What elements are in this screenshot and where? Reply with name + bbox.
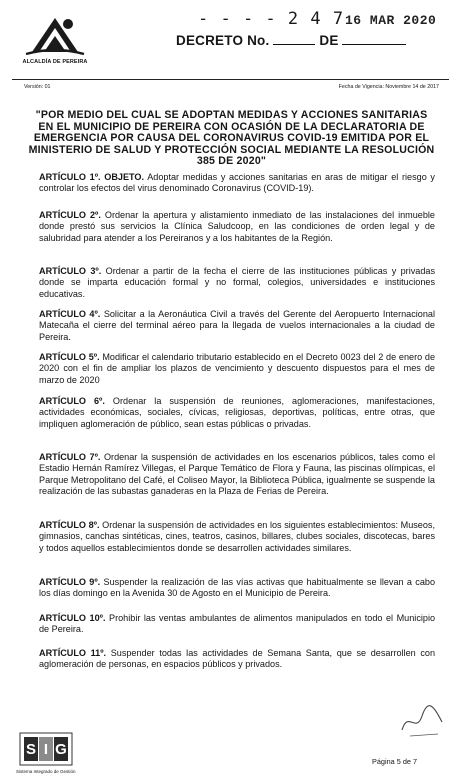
article-4 bbox=[39, 309, 435, 343]
article-heading: ARTÍCULO 7º. bbox=[39, 452, 101, 462]
svg-text:G: G bbox=[55, 741, 67, 758]
article-heading: ARTÍCULO 5º. bbox=[39, 352, 100, 362]
article-text: Ordenar la suspensión de actividades en los siguientes establecimientos: Museos, gimnasios, canchas sintéticas, cines, teatros, casinos, billares, clubes sociales, discotecas, bares y todos aquellos establecimientos donde se desarrollen actividades similares. bbox=[39, 520, 436, 553]
article-11 bbox=[39, 648, 435, 671]
sig-logo bbox=[18, 731, 74, 767]
article-2 bbox=[39, 210, 435, 244]
article-heading: ARTÍCULO 11º. bbox=[39, 648, 107, 658]
article-text: Adoptar medidas y acciones sanitarias en aras de mitigar el riesgo y controlar los efectos del virus denominado Coronavirus (COVID-19). bbox=[39, 172, 435, 194]
page-number: Página 5 de 7 bbox=[372, 757, 418, 766]
alcaldia-pereira-logo bbox=[24, 12, 86, 60]
article-5 bbox=[39, 352, 435, 386]
stamp-date: 16 MAR 2020 bbox=[345, 13, 437, 28]
article-text: Ordenar a partir de la fecha el cierre de las instituciones públicas y privadas donde se imparta educación formal y no formal, colegios, universidades e instituciones educativas. bbox=[39, 266, 435, 299]
decree-title: "POR MEDIO DEL CUAL SE ADOPTAN MEDIDAS Y ACCIONES SANITARIAS EN EL MUNICIPIO DE PEREIRA CON OCASIÓN DE LA DECLARATORIA DE EMERGENCIA POR CAUSA DEL CORONAVIRUS COVID-19 EMITIDA POR EL MINISTERIO DE SALUD Y PROTECCIÓN SOCIAL MEDIANTE LA RESOLUCIÓN 385 DE 2020" bbox=[28, 109, 435, 168]
article-1 bbox=[39, 172, 435, 195]
article-heading: ARTÍCULO 6º. bbox=[39, 396, 105, 406]
article-heading: ARTÍCULO 3º. bbox=[39, 266, 102, 276]
validity-date: Fecha de Vigencia: Noviembre 14 de 2017 bbox=[338, 84, 439, 90]
article-text: Modificar el calendario tributario establecido en el Decreto 0023 del 2 de enero de 2020 con el fin de ampliar los plazos de vencimiento y descuento dispuestos para el mes de marzo de 2020 bbox=[39, 352, 435, 385]
decree-number-blank bbox=[273, 35, 315, 45]
svg-text:I: I bbox=[43, 741, 49, 758]
decree-label: DECRETO No. bbox=[176, 33, 270, 48]
decree-line bbox=[176, 33, 406, 48]
svg-text:S: S bbox=[25, 741, 37, 758]
article-heading: ARTÍCULO 9º. bbox=[39, 577, 101, 587]
signature-scribble bbox=[398, 700, 448, 740]
article-10 bbox=[39, 613, 435, 636]
article-6 bbox=[39, 396, 435, 430]
header-divider bbox=[12, 79, 449, 80]
article-7 bbox=[39, 452, 435, 498]
article-text: Prohibir las ventas ambulantes de alimentos manipulados en todo el Municipio de Pereira. bbox=[39, 613, 436, 635]
article-heading: ARTÍCULO 1º. OBJETO. bbox=[39, 172, 145, 182]
logo-caption: ALCALDÍA DE PEREIRA bbox=[22, 59, 88, 65]
article-heading: ARTÍCULO 10º. bbox=[39, 613, 106, 623]
article-3 bbox=[39, 266, 435, 300]
article-text: Ordenar la suspensión de actividades en los escenarios públicos, tales como el Estadio Hernán Ramírez Villegas, el Parque Temático de Flora y Fauna, las piscinas olímpicas, el Parque Metropolitano del Café, el Coliseo Mayor, la Biblioteca Pública, igualmente se suspende la realización de las subastas ganaderas en la Plaza de Ferias de Pereira. bbox=[39, 452, 435, 497]
article-text: Solicitar a la Aeronáutica Civil a través del Gerente del Aeropuerto Internacional Matecaña el cierre del terminal aéreo para la llegada de vuelos internacionales a la ciudad de Pereira. bbox=[39, 309, 435, 342]
article-text: Suspender la realización de las vías activas que habitualmente se llevan a cabo los días domingo en la Avenida 30 de Agosto en el Municipio de Pereira. bbox=[39, 577, 436, 599]
article-8 bbox=[39, 520, 435, 554]
article-heading: ARTÍCULO 8º. bbox=[39, 520, 100, 530]
de-label: DE bbox=[319, 33, 339, 48]
article-text: Suspender todas las actividades de Semana Santa, que se desarrollen con aglomeración de personas, en espacios públicos y privados. bbox=[39, 648, 436, 670]
article-text: Ordenar la suspensión de reuniones, aglomeraciones, manifestaciones, actividades económicas, sociales, cívicas, religiosas, deportivas, políticas, entre otras, que impliquen aglomeración de público, sean estas públicas o privadas. bbox=[39, 396, 435, 429]
article-9 bbox=[39, 577, 435, 600]
handwritten-decree-number: - - - - 2 4 7 bbox=[198, 9, 345, 29]
article-heading: ARTÍCULO 4º. bbox=[39, 309, 101, 319]
article-heading: ARTÍCULO 2º. bbox=[39, 210, 101, 220]
decree-date-blank bbox=[342, 35, 406, 45]
article-text: Ordenar la apertura y alistamiento inmediato de las instalaciones del inmueble donde prestó sus servicios la Clínica Saludcoop, en las condiciones de orden legal y de salubridad para atender a los Pereiranos y a los habitantes de la Región. bbox=[39, 210, 435, 243]
version-label: Versión: 01 bbox=[24, 84, 51, 90]
sig-caption: Sistema Integrado de Gestión bbox=[16, 769, 76, 774]
